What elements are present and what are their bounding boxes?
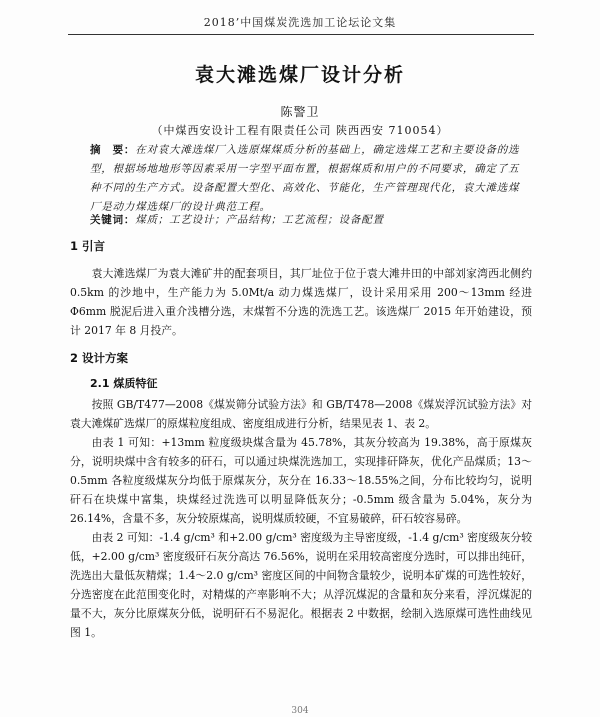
header-rule (68, 34, 534, 35)
page-number: 304 (291, 706, 309, 716)
section-1-paragraph: 袁大滩选煤厂为袁大滩矿井的配套项目，其厂址位于位于袁大滩井田的中部刘家湾西北侧约 0.5km 的沙地中，生产能力为 5.0Mt/a 动力煤选煤厂，设计采用采用 200～13mm 经进 Φ6mm 脱泥后进入重介浅槽分选，末煤暂不分选的洗选工艺。该选煤厂 2015 年开始建设，预计 2017 年 8 月投产。 (70, 267, 532, 337)
section-2-heading: 2 设计方案 (70, 351, 129, 365)
paragraph-table1: 由表 1 可知：+13mm 粒度级块煤含量为 45.78%，其灰分较高为 19.38%，高于原煤灰分，说明块煤中含有较多的矸石，可以通过块煤洗选加工，实现排矸降灰，优化产品煤质；13～0.5mm 各粒度级煤灰分均低于原煤灰分，灰分在 16.33～18.55%之间，分布比较均匀，说明矸石在块煤中富集，块煤经过洗选可以明显降低灰分；-0.5mm 级含量为 5.04%，灰分为 26.14%，含量不多，灰分较原煤高，说明煤质较硬，不宜易破碎，矸石较容易碎。 (70, 436, 532, 525)
abstract-text: 在对袁大滩选煤厂入选原煤煤质分析的基础上，确定选煤工艺和主要设备的选型，根据场地地形等因素采用一字型平面布置，根据煤质和用户的不同要求，确定了五种不同的生产方式。设备配置大型化、高效化、节能化，生产管理现代化，袁大滩选煤厂是动力煤选煤厂的设计典范工程。 (90, 144, 520, 213)
keywords-label: 关键词： (90, 214, 136, 226)
keywords-text: 煤质；工艺设计；产品结构；工艺流程；设备配置 (135, 214, 384, 226)
paragraph-table2: 由表 2 可知：-1.4 g/cm³ 和+2.00 g/cm³ 密度级为主导密度级，-1.4 g/cm³ 密度级灰分较低，+2.00 g/cm³ 密度级矸石灰分高达 76.56%，说明在采用较高密度分选时，可以排出纯矸，洗选出大量低灰精煤；1.4～2.0 g/cm³ 密度区间的中间物含量较少，说明本矿煤的可选性较好，分选密度在此范围变化时，对精煤的产率影响不大；从浮沉煤泥的含量和灰分来看，浮沉煤泥的量不大，灰分比原煤灰分低，说明矸石不易泥化。根据表 2 中数据，绘制入选原煤可选性曲线见图 1。 (70, 531, 532, 639)
paragraph-method: 按照 GB/T477—2008《煤炭筛分试验方法》和 GB/T478—2008《煤炭浮沉试验方法》对袁大滩煤矿选煤厂的原煤粒度组成、密度组成进行分析，结果见表 1、表 2。 (70, 398, 532, 430)
author: 陈警卫 (280, 105, 320, 119)
paper-title: 袁大滩选煤厂设计分析 (194, 64, 405, 86)
running-header: 2018’中国煤炭洗选加工论坛论文集 (203, 16, 397, 29)
affiliation: （中煤西安设计工程有限责任公司 陕西西安 710054） (151, 124, 449, 137)
section-2-1-heading: 2.1 煤质特征 (90, 377, 158, 390)
abstract (90, 141, 520, 217)
keywords (90, 212, 520, 227)
abstract-label: 摘 要： (90, 144, 136, 156)
section-1-heading: 1 引言 (70, 239, 106, 253)
